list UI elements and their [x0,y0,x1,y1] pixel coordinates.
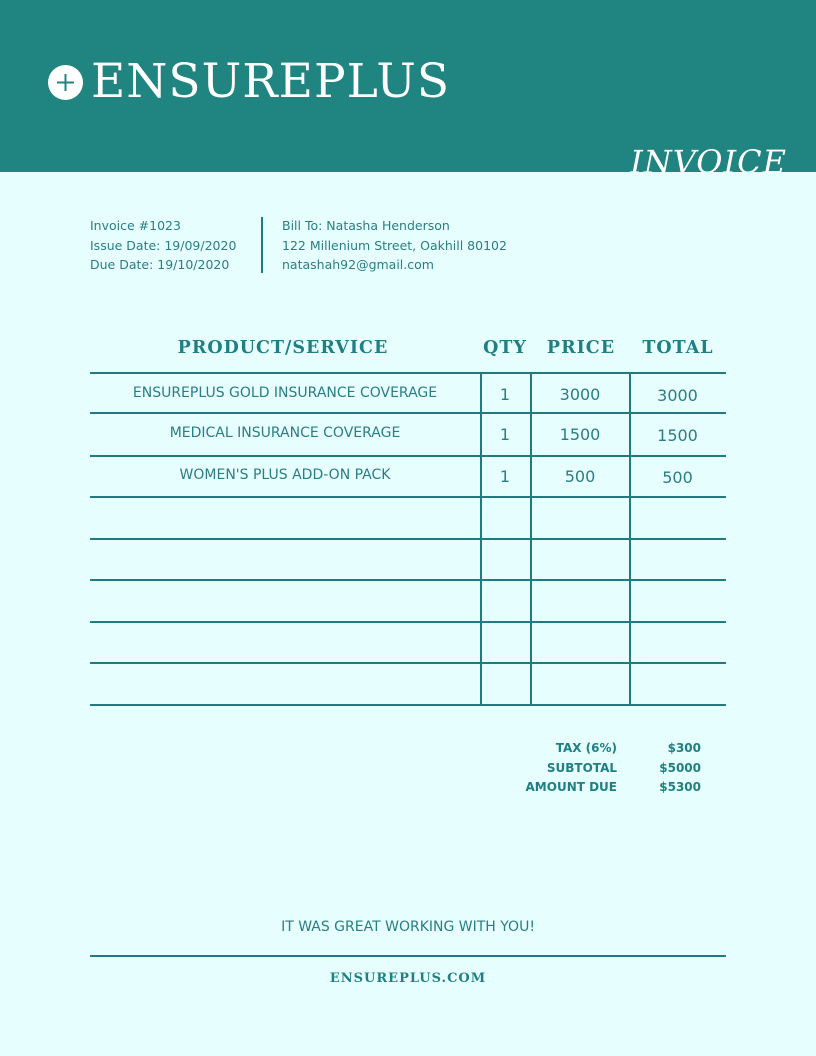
row-qty: 1 [499,425,511,444]
header-price: PRICE [546,338,616,358]
info-divider [261,217,263,273]
issue-date: Issue Date: 19/09/2020 [90,237,237,253]
footer-divider [90,955,726,957]
header-banner [0,0,816,172]
bill-to [282,216,507,275]
row-price: 3000 [559,385,601,404]
document-title: INVOICE [630,143,787,172]
row-price: 1500 [559,425,601,444]
plus-circle-icon [48,65,83,100]
tax-value: $300 [667,741,701,755]
bill-to-email: natashah92@gmail.com [282,257,434,272]
row-product: ENSUREPLUS GOLD INSURANCE COVERAGE [132,385,438,401]
invoice-number: Invoice #1023 [90,218,181,233]
tax-label: TAX (6%) [555,741,617,755]
header-total: TOTAL [642,338,714,358]
row-total: 3000 [657,386,698,405]
invoice-info [90,216,236,275]
row-qty: 1 [499,385,511,404]
row-price: 500 [564,467,596,486]
thank-you-message: IT WAS GREAT WORKING WITH YOU! [281,919,535,935]
due-date: Due Date: 19/10/2020 [90,257,230,272]
row-total: 500 [662,468,693,487]
subtotal-label: SUBTOTAL [546,761,617,775]
website-link[interactable]: ENSUREPLUS.COM [329,971,487,986]
column-divider [530,372,532,705]
brand-name: ENSUREPLUS [91,54,451,109]
header-product: PRODUCT/SERVICE [177,338,389,358]
row-qty: 1 [499,467,511,486]
bill-to-name: Bill To: Natasha Henderson [282,218,450,233]
row-total: 1500 [657,426,698,445]
row-product: MEDICAL INSURANCE COVERAGE [169,425,401,441]
amount-due-value: $5300 [659,780,701,794]
bill-to-address: 122 Millenium Street, Oakhill 80102 [282,237,507,253]
column-divider [629,372,631,705]
header-qty: QTY [483,338,527,358]
column-divider [480,372,482,705]
amount-due-label: AMOUNT DUE [525,780,617,794]
subtotal-value: $5000 [659,761,701,775]
row-product: WOMEN'S PLUS ADD-ON PACK [179,467,391,483]
